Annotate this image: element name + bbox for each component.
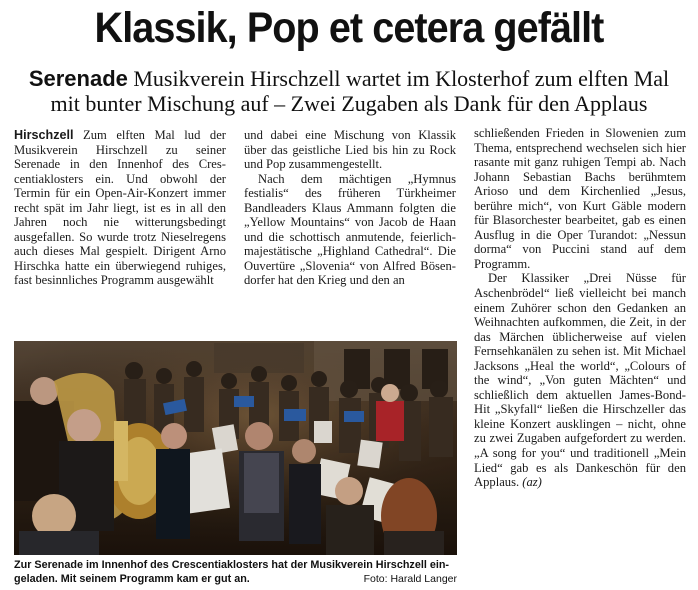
kicker: Serenade	[28, 66, 128, 91]
subheadline	[0, 66, 698, 116]
concert-photo	[14, 341, 457, 555]
article-column-1	[14, 128, 226, 288]
paragraph-text: Zum elften Mal lud der Musikverein Hirschzell zu seiner Serenade in den Innenhof des Crescentiaklosters ein. Und obwohl der Termin für ein Open-Air-Konzert immer recht spät im Jahr liegt, ist es in all den Jahren noch nie witterungsbedingt ausgefallen. So wurde trotz Nieselregens auch dieses Mal gespielt. Dirigent Arno Hirschka hatte ein überwiegend ruhiges, fast besinnliches Programm ausgewählt	[14, 128, 226, 288]
headline: Klassik, Pop et cetera gefällt	[94, 4, 604, 52]
byline: (az)	[522, 475, 542, 490]
paragraph: Nach dem mächtigen „Hymnus festialis“ des früheren Türkheimer Bandleaders Klaus Ammann folgten die „Yellow Mountains“ von Jacob de Haan und die schottisch anmutende, feierlich-majestätische „Highland Cathedral“. Die Ouvertüre „Slovenia“ von Alfred Bösendorfer hat den Krieg und den an	[244, 171, 456, 288]
photo-credit: Foto: Harald Langer	[363, 573, 457, 585]
paragraph-text: Der Klassiker „Drei Nüsse für Aschenbrödel“ ließ vielleicht bei manch einem Zuhörer schon den Gedanken an Weihnachten aufkommen, die Zeit, in der das Märchen üblicherweise auf vielen Fernsehkanälen zu sehen ist. Mit Michael Jacksons „Heal the world“, „Colours of the wind“, „Von guten Mächten“ und schließlich dem aktuellen James-Bond-Hit „Skyfall“ ließen die Hirschzeller das kleine Konzert ausklingen – nicht, ohne zu zwei Zugaben aufgefordert zu werden. „A song for you“ und traditionell „Mein Lied“ gab es als Dankeschön für den Applaus.	[474, 271, 686, 490]
subhead-line-1: Musikverein Hirschzell wartet im Klosterhof zum elften Mal	[133, 66, 670, 91]
photo-caption	[14, 558, 457, 586]
subhead-line-2: mit bunter Mischung auf – Zwei Zugaben als Dank für den Applaus	[50, 91, 648, 116]
concert-photo-illustration	[14, 341, 457, 555]
article-column-3	[474, 126, 686, 490]
article-column-2	[244, 128, 456, 288]
caption-text: Zur Serenade im Innenhof des Crescentiaklosters hat der Musikverein Hirschzell eingeladen. Mit seinem Programm kam er gut an.	[14, 559, 450, 585]
paragraph	[14, 128, 226, 288]
paragraph	[474, 271, 686, 489]
paragraph: schließenden Frieden in Slowenien zum Thema, entsprechend wechselen sich hier rasante mit ganz ruhigen Tempi ab. Nach Johann Sebastian Bachs berühmtem Arioso und dem Kirchenlied „Jesus, berühre mich“, von Kurt Gäble modern für Blasorchester bearbeitet, gab es einen Ausflug in die Oper Turandot: „Nessun dorma“ von Puccini stand auf dem Programm.	[474, 126, 686, 271]
paragraph: und dabei eine Mischung von Klassik über das geistliche Lied bis hin zu Rock und Pop zusammengestellt.	[244, 128, 456, 172]
dateline: Hirschzell	[14, 128, 74, 142]
